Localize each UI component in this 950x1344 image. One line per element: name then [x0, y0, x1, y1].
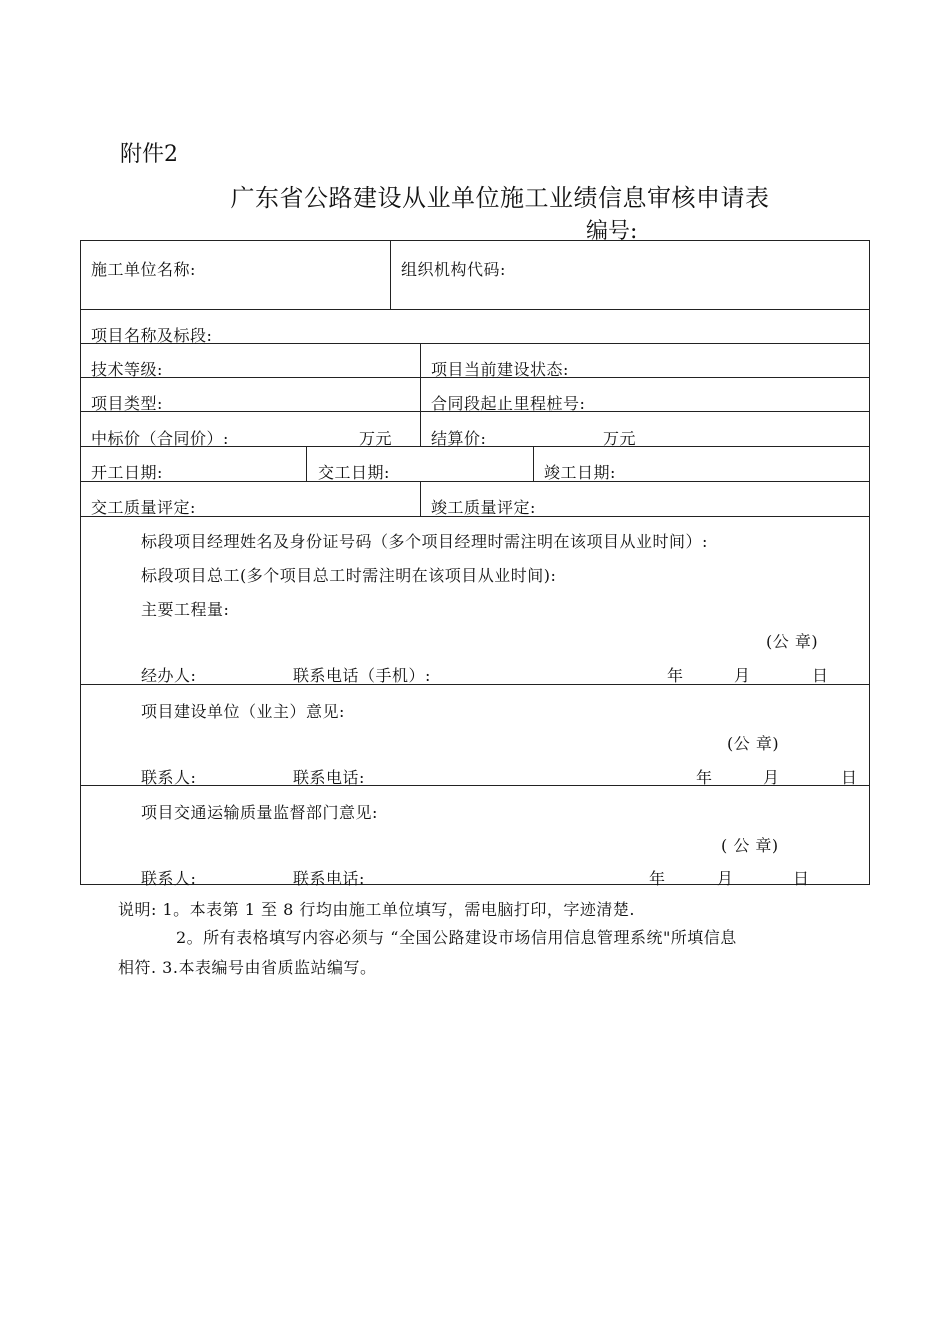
date-year-label: 年	[649, 869, 666, 888]
column-divider	[390, 241, 391, 309]
contact-phone-field: 联系电话:	[293, 768, 365, 787]
mileage-field: 合同段起止里程桩号:	[431, 394, 586, 413]
completion-date-field: 竣工日期:	[544, 463, 616, 482]
notes-line-2: 2。所有表格填写内容必须与 “全国公路建设市场信用信息管理系统"所填信息	[176, 928, 737, 947]
handler-field: 经办人:	[141, 666, 197, 685]
date-day-label: 日	[793, 869, 810, 888]
column-divider	[306, 446, 307, 481]
notes-line-3: 相符. 3.本表编号由省质监站编写。	[118, 958, 377, 977]
contact-person-field: 联系人:	[141, 768, 197, 787]
document-title: 广东省公路建设从业单位施工业绩信息审核申请表	[230, 184, 770, 212]
main-quantity-field: 主要工程量:	[141, 600, 230, 619]
contact-phone-field: 联系电话:	[293, 869, 365, 888]
column-divider	[420, 343, 421, 446]
date-year-label: 年	[667, 666, 684, 685]
application-form-table	[80, 240, 870, 888]
project-name-field: 项目名称及标段:	[91, 326, 213, 345]
serial-number-label: 编号:	[586, 219, 638, 244]
row-divider	[81, 785, 869, 786]
date-day-label: 日	[841, 768, 858, 787]
construction-status-field: 项目当前建设状态:	[431, 360, 569, 379]
column-divider	[420, 481, 421, 516]
official-seal-label: ( 公 章)	[721, 836, 779, 855]
handover-date-field: 交工日期:	[318, 463, 390, 482]
official-seal-label: (公 章)	[766, 632, 819, 651]
attachment-label: 附件2	[120, 142, 178, 167]
unit-name-field: 施工单位名称:	[91, 260, 196, 279]
org-code-field: 组织机构代码:	[401, 260, 506, 279]
project-type-field: 项目类型:	[91, 394, 163, 413]
contact-mobile-field: 联系电话（手机）:	[293, 666, 431, 685]
bid-price-field: 中标价（合同价）:	[91, 429, 229, 448]
settlement-price-field: 结算价:	[431, 429, 487, 448]
row-divider	[81, 309, 869, 310]
date-month-label: 月	[734, 666, 751, 685]
row-divider	[81, 481, 869, 482]
date-month-label: 月	[717, 869, 734, 888]
date-year-label: 年	[696, 768, 713, 787]
supervision-opinion-field: 项目交通运输质量监督部门意见:	[141, 803, 378, 822]
project-manager-field: 标段项目经理姓名及身份证号码（多个项目经理时需注明在该项目从业时间）:	[141, 532, 708, 551]
start-date-field: 开工日期:	[91, 463, 163, 482]
row-divider	[81, 684, 869, 685]
settlement-price-unit: 万元	[603, 429, 637, 448]
column-divider	[533, 446, 534, 481]
date-day-label: 日	[812, 666, 829, 685]
completion-quality-field: 竣工质量评定:	[431, 498, 536, 517]
owner-opinion-field: 项目建设单位（业主）意见:	[141, 702, 345, 721]
notes-line-1: 说明: 1。本表第 1 至 8 行均由施工单位填写，需电脑打印，字迹清楚.	[118, 900, 635, 919]
handover-quality-field: 交工质量评定:	[91, 498, 196, 517]
date-month-label: 月	[763, 768, 780, 787]
contact-person-field: 联系人:	[141, 869, 197, 888]
official-seal-label: (公 章)	[727, 734, 780, 753]
chief-engineer-field: 标段项目总工(多个项目总工时需注明在该项目从业时间):	[141, 566, 557, 585]
bid-price-unit: 万元	[359, 429, 393, 448]
tech-grade-field: 技术等级:	[91, 360, 163, 379]
